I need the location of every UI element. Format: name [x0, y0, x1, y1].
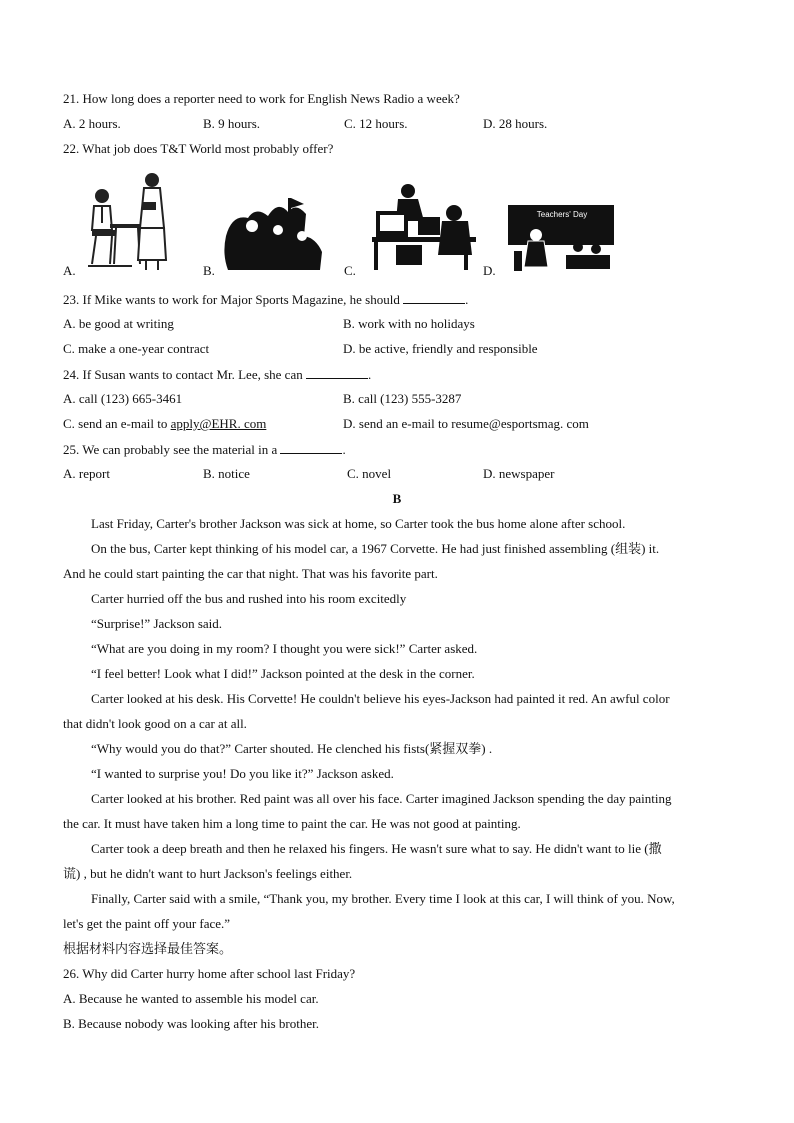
q24-stem-end: . — [367, 367, 372, 382]
question-24-stem — [63, 366, 371, 383]
story-paragraph: On the bus, Carter kept thinking of his model car, a 1967 Corvette. He had just finished assembling (组装) it. — [91, 541, 660, 556]
q23-option-b: B. work with no holidays — [343, 316, 475, 331]
q25-option-a: A. report — [63, 466, 110, 481]
q24-option-c-text: C. send an e-mail to — [63, 416, 171, 431]
q25-option-b: B. notice — [203, 466, 250, 481]
q26-option-b: B. Because nobody was looking after his brother. — [63, 1016, 319, 1031]
q23-stem-text: 23. If Mike wants to work for Major Sports Magazine, he should — [63, 292, 400, 307]
picture-d-classroom — [506, 201, 616, 273]
picture-a-interview — [80, 168, 175, 273]
q24-option-b: B. call (123) 555-3287 — [343, 391, 462, 406]
q23-option-c: C. make a one-year contract — [63, 341, 210, 356]
story-paragraph: “Surprise!” Jackson said. — [91, 616, 223, 631]
story-paragraph-cont: 谎) , but he didn't want to hurt Jackson's feelings either. — [63, 866, 353, 881]
q24-option-d: D. send an e-mail to resume@esportsmag. com — [343, 416, 589, 431]
question-23-stem — [63, 291, 468, 308]
story-paragraph: Carter looked at his desk. His Corvette! He couldn't believe his eyes-Jackson had painted it red. An awful color — [91, 691, 670, 706]
story-paragraph: Carter hurried off the bus and rushed into his room excitedly — [91, 591, 407, 606]
story-paragraph: “What are you doing in my room? I thought you were sick!” Carter asked. — [91, 641, 478, 656]
story-paragraph: Carter took a deep breath and then he relaxed his fingers. He wasn't sure what to say. He didn't want to lie (撒 — [91, 841, 662, 856]
picture-c-office — [368, 181, 480, 272]
instruction-text: 根据材料内容选择最佳答案。 — [63, 941, 233, 956]
q24-email-link[interactable]: apply@EHR. com — [170, 416, 267, 431]
q21-option-a: A. 2 hours. — [63, 116, 121, 131]
section-b-heading: B — [392, 491, 402, 506]
q24-option-c — [63, 416, 266, 432]
q22-option-d: D. — [483, 263, 496, 278]
q21-option-d: D. 28 hours. — [483, 116, 548, 131]
q22-option-c: C. — [344, 263, 356, 278]
q23-option-a: A. be good at writing — [63, 316, 174, 331]
q25-option-c: C. novel — [347, 466, 392, 481]
story-paragraph: Finally, Carter said with a smile, “Thank you, my brother. Every time I look at this car, I will think of you. Now, — [91, 891, 675, 906]
q22-option-a: A. — [63, 263, 76, 278]
q25-option-d: D. newspaper — [483, 466, 555, 481]
q23-option-d: D. be active, friendly and responsible — [343, 341, 538, 356]
picture-b-group — [222, 196, 328, 272]
story-paragraph: “I feel better! Look what I did!” Jackson pointed at the desk in the corner. — [91, 666, 475, 681]
q22-option-b: B. — [203, 263, 215, 278]
q25-stem-end: . — [342, 442, 346, 457]
story-paragraph: Carter looked at his brother. Red paint was all over his face. Carter imagined Jackson spending the day painting — [91, 791, 672, 806]
q23-blank — [403, 291, 465, 304]
q24-stem-text: 24. If Susan wants to contact Mr. Lee, she can — [63, 367, 303, 382]
q23-stem-end: . — [465, 292, 469, 307]
question-25-stem — [63, 441, 346, 458]
q25-blank — [280, 441, 342, 454]
q21-option-c: C. 12 hours. — [344, 116, 408, 131]
q24-blank — [306, 366, 368, 379]
question-21-stem: 21. How long does a reporter need to work for English News Radio a week? — [63, 91, 460, 106]
story-paragraph-cont: let's get the paint off your face.” — [63, 916, 231, 931]
story-paragraph-cont: And he could start painting the car that night. That was his favorite part. — [63, 566, 438, 581]
story-paragraph: Last Friday, Carter's brother Jackson was sick at home, so Carter took the bus home alone after school. — [91, 516, 626, 531]
story-paragraph: “Why would you do that?” Carter shouted. He clenched his fists(紧握双拳) . — [91, 741, 493, 756]
story-paragraph: “I wanted to surprise you! Do you like it?” Jackson asked. — [91, 766, 394, 781]
q24-option-a: A. call (123) 665-3461 — [63, 391, 183, 406]
story-paragraph-cont: that didn't look good on a car at all. — [63, 716, 247, 731]
q25-stem-text: 25. We can probably see the material in a — [63, 442, 278, 457]
story-paragraph-cont: the car. It must have taken him a long time to paint the car. He was not good at painting. — [63, 816, 521, 831]
question-22-stem: 22. What job does T&T World most probably offer? — [63, 141, 334, 156]
q26-option-a: A. Because he wanted to assemble his model car. — [63, 991, 319, 1006]
question-26-stem: 26. Why did Carter hurry home after school last Friday? — [63, 966, 356, 981]
blackboard-text: Teachers' Day — [536, 210, 588, 219]
q21-option-b: B. 9 hours. — [203, 116, 261, 131]
